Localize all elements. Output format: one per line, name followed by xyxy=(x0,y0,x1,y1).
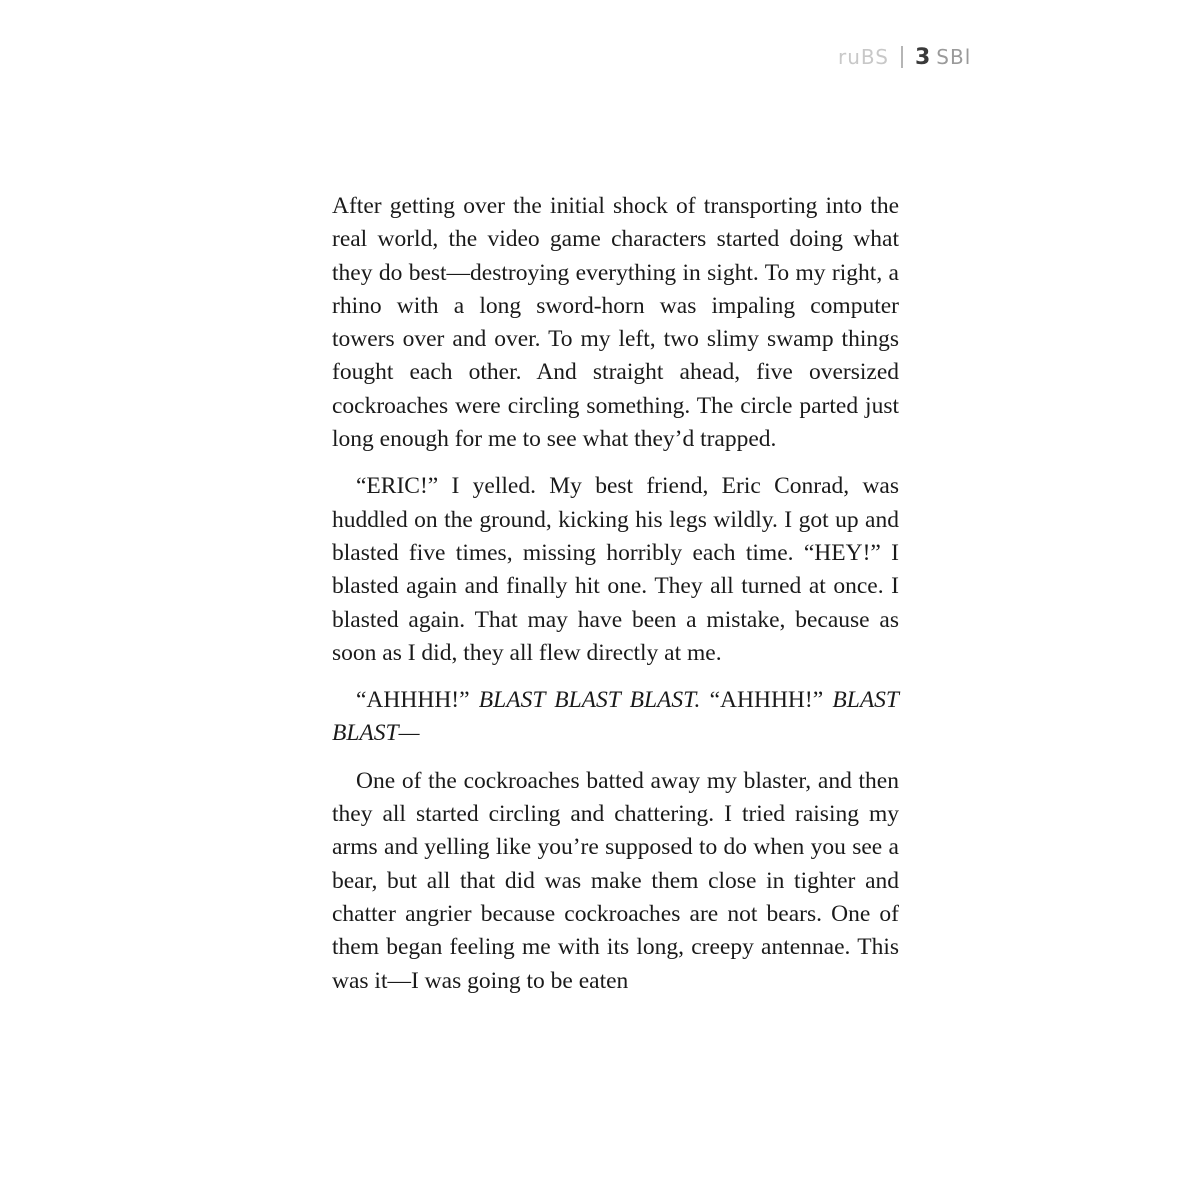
paragraph-3-italic-1: BLAST BLAST BLAST. xyxy=(478,687,701,714)
page-mark: SBl xyxy=(936,45,972,69)
paragraph-3-text-1: “AHHHH!” xyxy=(356,687,479,714)
paragraph-2: “ERIC!” I yelled. My best friend, Eric Conrad, was huddled on the ground, kicking his legs wildly. I got up and blasted five times, missing horribly each time. “HEY!” I blasted again and finally hit one. They all turned at once. I blasted again. That may have been a mistake, because as soon as I did, they all flew directly at me. xyxy=(332,473,899,666)
page-number: 3 xyxy=(914,44,931,70)
body-text xyxy=(332,190,899,1012)
paragraph-1: After getting over the initial shock of transporting into the real world, the video game characters started doing what they do best—destroying everything in sight. To my right, a rhino with a long sword-horn was impaling computer towers over and over. To my left, two slimy swamp things fought each other. And straight ahead, five oversized cockroaches were circling something. The circle parted just long enough for me to see what they’d trapped. xyxy=(332,193,899,453)
running-title: ruBS xyxy=(838,45,889,69)
running-head-divider xyxy=(901,46,903,68)
paragraph-3 xyxy=(332,684,899,751)
running-head xyxy=(838,40,1008,74)
paragraph-3-text-2: “AHHHH!” xyxy=(700,687,833,714)
paragraph-4: One of the cockroaches batted away my blaster, and then they all started circling and chattering. I tried raising my arms and yelling like you’re supposed to do when you see a bear, but all that did was make them close in tighter and chatter angrier because cockroaches are not bears. One of them began feeling me with its long, creepy antennae. This was it—I was going to be eaten xyxy=(332,767,899,994)
paragraph-3-italic-2: BLAST BLAST— xyxy=(332,687,900,747)
